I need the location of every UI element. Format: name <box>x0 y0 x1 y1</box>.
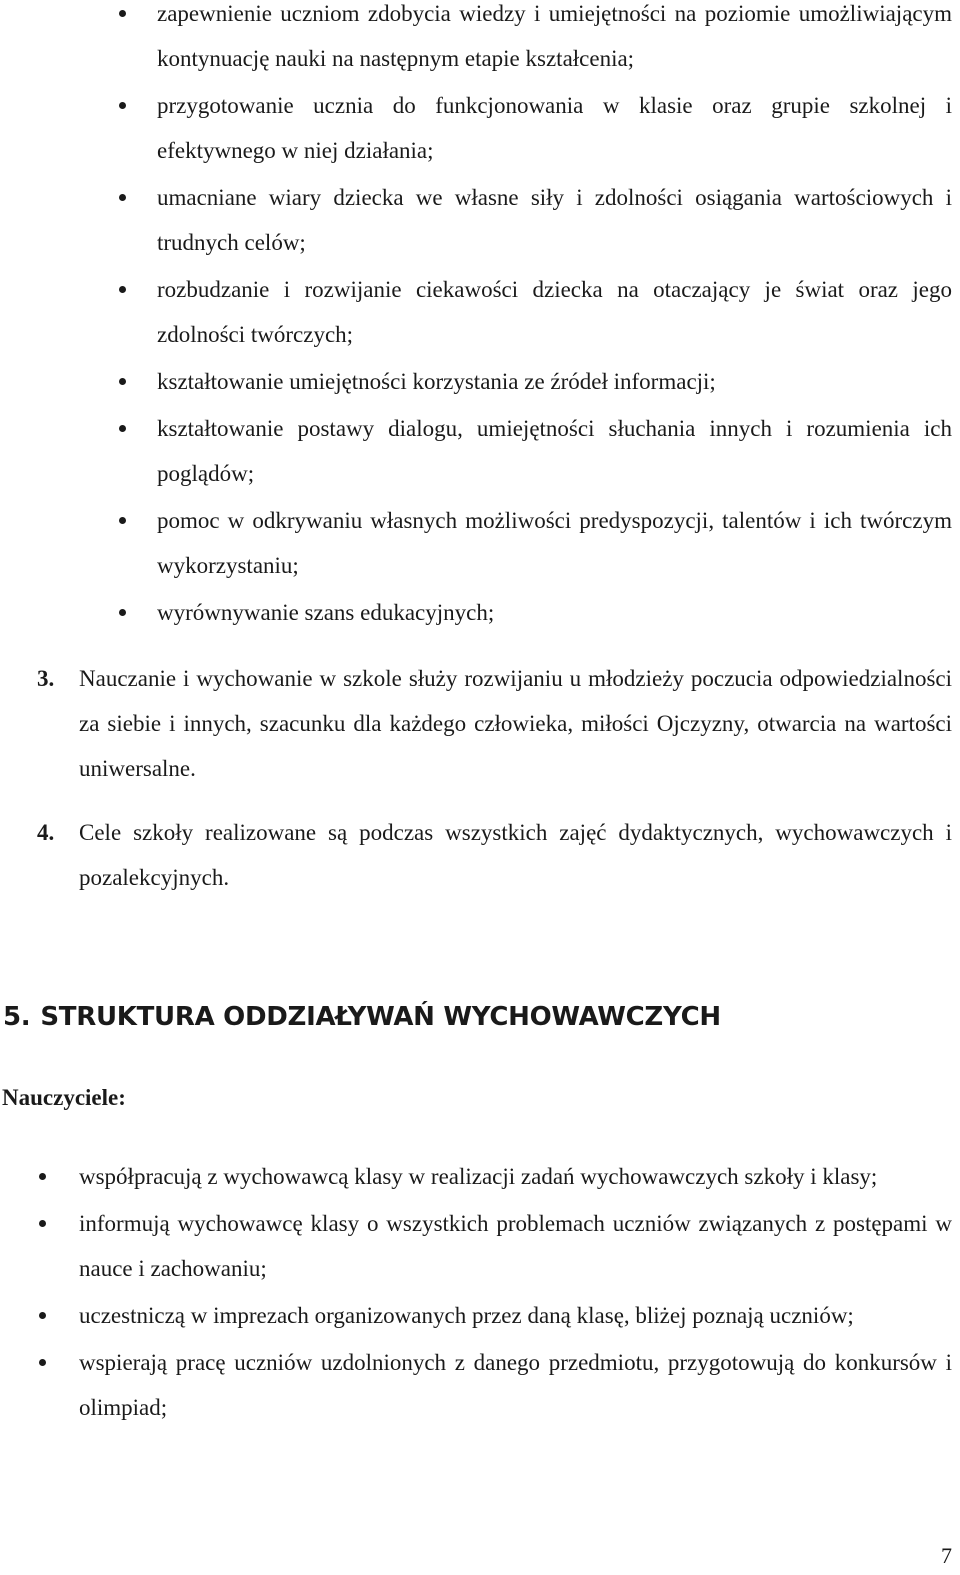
bullet-icon <box>39 1220 46 1227</box>
paragraph-text: Cele szkoły realizowane są podczas wszystkich zajęć dydaktycznych, wychowawczych i pozalekcyjnych. <box>79 820 952 890</box>
paragraph-number: 4. <box>37 820 55 845</box>
list-item <box>157 406 952 496</box>
section-number: 5. <box>3 1002 31 1032</box>
list-item-text: kształtowanie postawy dialogu, umiejętności słuchania innych i rozumienia ich poglądów; <box>157 416 952 486</box>
list-item-text: współpracują z wychowawcą klasy w realizacji zadań wychowawczych szkoły i klasy; <box>79 1164 878 1189</box>
list-item-text: przygotowanie ucznia do funkcjonowania w klasie oraz grupie szkolnej i efektywnego w niej działania; <box>157 93 952 163</box>
list-item <box>157 83 952 173</box>
bullet-icon <box>119 378 126 385</box>
section-heading <box>3 1002 721 1032</box>
list-item-text: rozbudzanie i rozwijanie ciekawości dziecka na otaczający je świat oraz jego zdolności twórczych; <box>157 277 952 347</box>
paragraph-text: Nauczanie i wychowanie w szkole służy rozwijaniu u młodzieży poczucia odpowiedzialności za siebie i innych, szacunku dla każdego człowieka, miłości Ojczyzny, otwarcia na wartości uniwersalne. <box>79 666 952 781</box>
goals-bullet-list <box>157 0 952 637</box>
page-number: 7 <box>941 1543 952 1568</box>
list-item-text: zapewnienie uczniom zdobycia wiedzy i umiejętności na poziomie umożliwiającym kontynuację nauki na następnym etapie kształcenia; <box>157 1 952 71</box>
bullet-icon <box>119 10 126 17</box>
paragraph-number: 3. <box>37 666 55 691</box>
bullet-icon <box>119 609 126 616</box>
list-item-text: umacniane wiary dziecka we własne siły i zdolności osiągania wartościowych i trudnych celów; <box>157 185 952 255</box>
list-item-text: uczestniczą w imprezach organizowanych przez daną klasę, bliżej poznają uczniów; <box>79 1303 854 1328</box>
bullet-icon <box>39 1312 46 1319</box>
list-item-text: pomoc w odkrywaniu własnych możliwości predyspozycji, talentów i ich twórczym wykorzystaniu; <box>157 508 952 578</box>
list-item <box>79 1293 952 1338</box>
bullet-icon <box>119 286 126 293</box>
list-item-text: wyrównywanie szans edukacyjnych; <box>157 600 495 625</box>
list-item <box>79 1154 952 1199</box>
numbered-paragraph-4 <box>37 810 952 900</box>
list-item <box>79 1201 952 1291</box>
bullet-icon <box>119 425 126 432</box>
bullet-icon <box>119 102 126 109</box>
bullet-icon <box>119 517 126 524</box>
teachers-bullet-list <box>79 1154 952 1432</box>
list-item <box>157 498 952 588</box>
numbered-paragraph-3 <box>37 656 952 791</box>
section-title: STRUKTURA ODDZIAŁYWAŃ WYCHOWAWCZYCH <box>40 1002 721 1032</box>
list-item <box>157 267 952 357</box>
list-item-text: informują wychowawcę klasy o wszystkich problemach uczniów związanych z postępami w nauce i zachowaniu; <box>79 1211 952 1281</box>
list-item-text: wspierają pracę uczniów uzdolnionych z danego przedmiotu, przygotowują do konkursów i olimpiad; <box>79 1350 952 1420</box>
bullet-icon <box>39 1173 46 1180</box>
list-item <box>79 1340 952 1430</box>
list-item <box>157 359 952 404</box>
bullet-icon <box>119 194 126 201</box>
list-item-text: kształtowanie umiejętności korzystania ze źródeł informacji; <box>157 369 716 394</box>
list-item <box>157 590 952 635</box>
subheading-teachers: Nauczyciele: <box>2 1085 126 1110</box>
list-item <box>157 0 952 81</box>
bullet-icon <box>39 1359 46 1366</box>
list-item <box>157 175 952 265</box>
